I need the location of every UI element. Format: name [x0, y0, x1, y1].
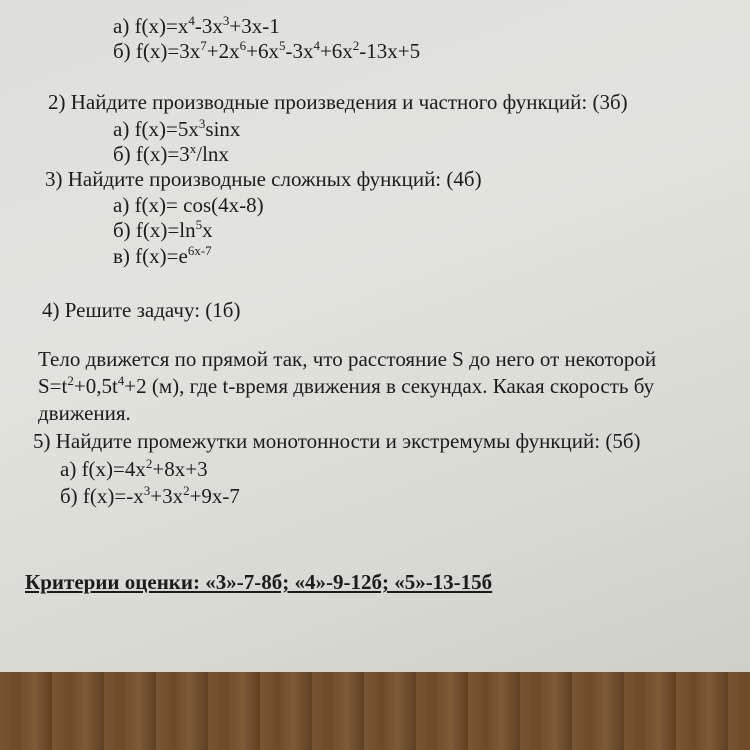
task5-item-a: а) $f(x)=4x^2+8x+3$: [60, 456, 208, 481]
task3-title: 3) Найдите производные сложных функций: (4б): [45, 167, 482, 191]
task2-title: 2) Найдите производные произведения и частного функций: (3б): [48, 90, 628, 114]
task5-item-b: б) $f(x)=-x^3+3x^2+9x-7$: [60, 483, 240, 508]
task4-problem-line1: Тело движется по прямой так, что расстояние S до него от некоторой: [38, 347, 657, 371]
task3-item-a: а) f(x)= cos(4x-8): [113, 193, 264, 217]
task4-problem-line2: $S=t^2+0,5t^4+2$ (м), где t-время движения в секундах. Какая скорость бу: [38, 373, 655, 398]
task2-item-a: а) $f(x)=5x^3\sin x$: [113, 116, 241, 141]
task1-item-a: а) $f(x)=x^4-3x^3+3x-1$: [113, 13, 280, 38]
wooden-table-surface: [0, 672, 750, 750]
task3-item-c: в) $f(x)=e^{6x-7}$: [113, 243, 212, 268]
task3-item-b: б) $f(x)=\ln^5x$: [113, 217, 213, 242]
task1-item-b: б) $f(x)=3x^7+2x^6+6x^5-3x^4+6x^2-13x+5$: [113, 38, 421, 63]
grading-criteria: Критерии оценки: «3»-7-8б; «4»-9-12б; «5»-13-15б: [25, 570, 493, 594]
task4-title: 4) Решите задачу: (1б): [42, 298, 241, 322]
task5-title: 5) Найдите промежутки монотонности и экстремумы функций: (5б): [33, 429, 641, 453]
task2-item-b: б) $f(x)=3^x$/lnx: [113, 141, 229, 166]
task4-problem-line3: движения.: [38, 401, 131, 425]
